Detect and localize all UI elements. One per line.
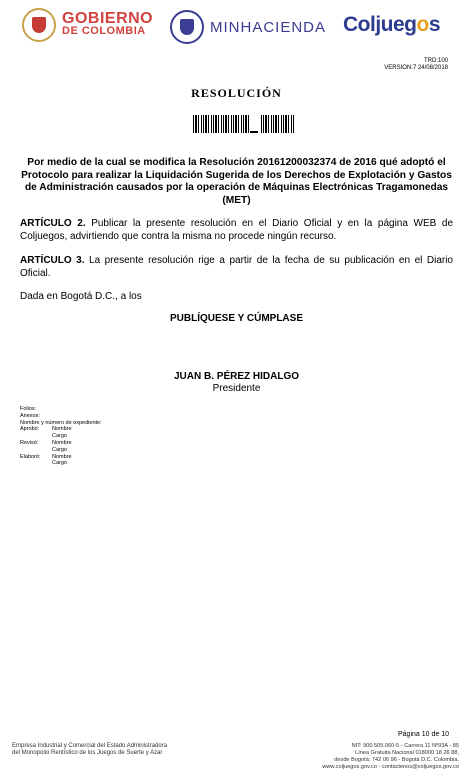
- footer-company-line2: del Monopolio Rentístico de los Juegos de Suerte y Azar: [12, 750, 163, 756]
- reviso-cargo: Cargo: [52, 446, 67, 453]
- publiquese-heading: PUBLÍQUESE Y CÚMPLASE: [170, 313, 303, 324]
- article-2-label: ARTÍCULO 2.: [20, 218, 86, 229]
- article-2: [20, 218, 453, 243]
- footer-company: [12, 743, 167, 757]
- trd-version: [384, 58, 448, 72]
- coljuegos-logo: [343, 13, 440, 37]
- footer-web[interactable]: www.coljuegos.gov.co - contactenos@coljuegos.gov.co: [322, 764, 459, 770]
- version-code: VERSION:7 24/08/2018: [384, 65, 448, 71]
- aprobo-label: Aprobó:: [20, 426, 40, 433]
- coljuegos-text-c: s: [428, 13, 441, 36]
- dada-en: Dada en Bogotá D.C., a los: [20, 291, 142, 302]
- colombia-text: DE COLOMBIA: [62, 25, 146, 37]
- signer-role: Presidente: [212, 383, 261, 394]
- gobierno-logo: [22, 8, 153, 42]
- reviso-nombre: Nombre: [52, 439, 72, 446]
- anexos-label: Anexos:: [20, 412, 40, 419]
- footer-contact: [322, 743, 459, 771]
- footer-bogota: desde Bogotá: 742 06 96 - Bogotá D.C. Colombia.: [334, 757, 459, 763]
- coljuegos-text-a: Coljueg: [343, 13, 417, 36]
- page-number: Página 10 de 10: [398, 731, 449, 738]
- footer-company-line1: Empresa Industrial y Comercial del Estado Administradora: [12, 743, 168, 749]
- reviso-label: Revisó:: [20, 439, 39, 446]
- aprobo-nombre: Nombre: [52, 426, 72, 433]
- coat-of-arms-icon: [170, 10, 204, 44]
- article-3: [20, 255, 453, 280]
- article-3-text: La presente resolución rige a partir de la fecha de su publicación en el Diario Oficial.: [20, 255, 453, 279]
- aprobo-cargo: Cargo: [52, 433, 67, 440]
- minhacienda-text: MINHACIENDA: [210, 18, 327, 36]
- expediente-label: Nombre y número de expediente:: [20, 419, 102, 426]
- elaboro-cargo: Cargo: [52, 460, 67, 467]
- coat-of-arms-icon: [22, 8, 56, 42]
- footer-phone: Línea Gratuita Nacional 018000 18 26 88,: [355, 750, 459, 756]
- article-3-label: ARTÍCULO 3.: [20, 255, 85, 266]
- barcode: [193, 115, 295, 133]
- gobierno-text: GOBIERNO: [62, 10, 154, 27]
- trd-code: TRD:100: [423, 58, 448, 64]
- coljuegos-text-b: o: [416, 13, 429, 36]
- signer-name: JUAN B. PÉREZ HIDALGO: [173, 371, 299, 382]
- elaboro-nombre: Nombre: [52, 453, 72, 460]
- document-title: RESOLUCIÓN: [191, 86, 282, 100]
- resolution-subject: Por medio de la cual se modifica la Resolución 20161200032374 de 2016 qué adoptó el Protocolo para realizar la Liquidación Sugerida de los Derechos de Explotación y Gastos de Administración causados por la operación de Máquinas Electrónicas Tragamonedas (MET): [21, 157, 452, 206]
- minhacienda-logo: [170, 10, 326, 44]
- folios-label: Folios:: [20, 406, 37, 412]
- elaboro-label: Elaboró:: [20, 453, 41, 460]
- footer-nit: NIT: 900.505.060-5 - Carrera 11 Nº93A - 85: [351, 743, 459, 749]
- article-2-text: Publicar la presente resolución en el Diario Oficial y en la página WEB de Coljuegos, advirtiendo que contra la misma no procede ningún recurso.: [20, 218, 454, 242]
- document-metadata: [20, 406, 102, 467]
